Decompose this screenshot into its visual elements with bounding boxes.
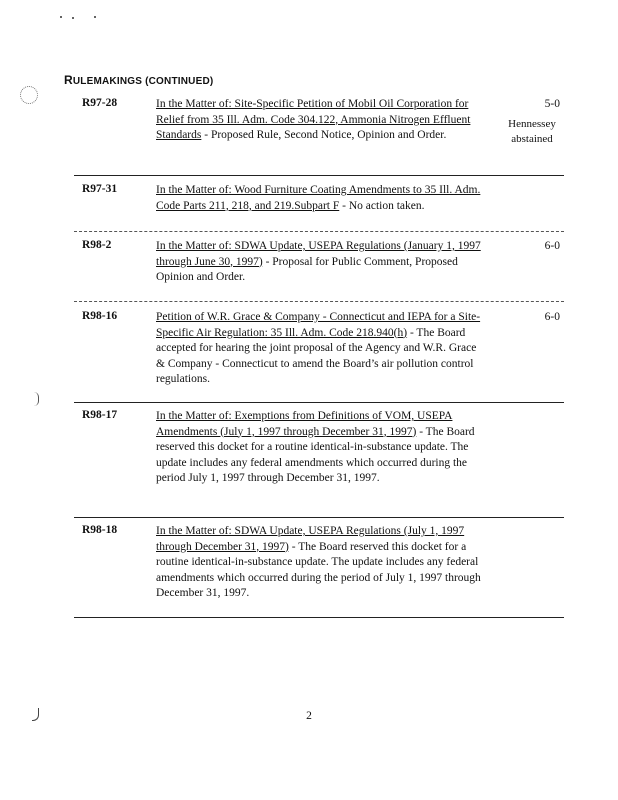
entry-description [156, 239, 486, 286]
entry-divider [74, 301, 564, 302]
section-header-paren-open: (C [142, 76, 157, 87]
docket-number: R98-16 [82, 310, 118, 322]
entry-text: - The Board accepted for hearing the joint proposal of the Agency and W.R. Grace & Company - Connecticut to amend the Board’s air pollution control regulations. [156, 326, 477, 385]
scan-speck [60, 16, 62, 18]
margin-stamp-mark [20, 86, 38, 104]
entry-divider [74, 231, 564, 232]
section-header-paren-close: ) [209, 76, 214, 87]
vote-note: Hennessey abstained [508, 117, 556, 145]
entry-title: In the Matter of: Exemptions from Definitions of VOM, USEPA Amendments (July 1, 1997 through December 31, 1997) [156, 410, 453, 438]
vote-count [480, 239, 560, 255]
entry-description [156, 524, 486, 602]
docket-number: R98-18 [82, 524, 118, 536]
section-header-initial: R [64, 73, 73, 87]
vote-count [480, 97, 560, 147]
entry-description [156, 97, 486, 144]
entry-divider [74, 617, 564, 618]
entry-title: In the Matter of: SDWA Update, USEPA Regulations (July 1, 1997 through December 31, 1997) [156, 525, 465, 553]
entry-text: - Proposed Rule, Second Notice, Opinion and Order. [201, 129, 447, 141]
docket-number: R97-28 [82, 97, 118, 109]
section-header-continued: ONTINUED [156, 76, 210, 87]
vote-tally: 6-0 [544, 240, 560, 252]
margin-bracket-mark [34, 392, 39, 406]
scan-speck [72, 17, 74, 19]
entry-description [156, 409, 486, 487]
vote-tally: 5-0 [544, 98, 560, 110]
section-header-rest: ULEMAKINGS [72, 76, 143, 87]
entry-text: - Proposal for Public Comment, Proposed Opinion and Order. [156, 255, 458, 283]
docket-number: R98-17 [82, 409, 118, 421]
entry-divider [74, 517, 564, 518]
entry-title: Petition of W.R. Grace & Company - Connecticut and IEPA for a Site-Specific Air Regulation: 35 Ill. Adm. Code 218.940(h) [156, 311, 481, 339]
scan-speck [94, 16, 96, 18]
docket-number: R98-2 [82, 239, 112, 251]
entry-text: - The Board reserved this docket for a routine identical-in-substance update. The update includes any federal amendments which occurred during the period July 1, 1997 through December 31, 1997. [156, 425, 475, 484]
entry-title: In the Matter of: SDWA Update, USEPA Regulations (January 1, 1997 through June 30, 1997) [156, 240, 481, 268]
entry-divider [74, 175, 564, 176]
page-number: 2 [306, 710, 312, 722]
entry-description [156, 310, 486, 388]
entry-divider [74, 402, 564, 403]
entry-text: - The Board reserved this docket for a routine identical-in-substance update. The update includes any federal amendments which occurred during the period of July 1, 1997 through December 31, 1997. [156, 540, 481, 599]
section-header [64, 73, 213, 87]
vote-count [480, 310, 560, 326]
entry-title: In the Matter of: Site-Specific Petition of Mobil Oil Corporation for Relief from 35 Ill. Adm. Code 304.122, Ammonia Nitrogen Effluent Standards [156, 98, 471, 141]
entry-title: In the Matter of: Wood Furniture Coating Amendments to 35 Ill. Adm. Code Parts 211, 218, and 219.Subpart F [156, 184, 481, 212]
entry-text: - No action taken. [339, 199, 425, 212]
vote-tally: 6-0 [544, 311, 560, 323]
entry-description [156, 183, 486, 214]
docket-number: R97-31 [82, 183, 118, 195]
